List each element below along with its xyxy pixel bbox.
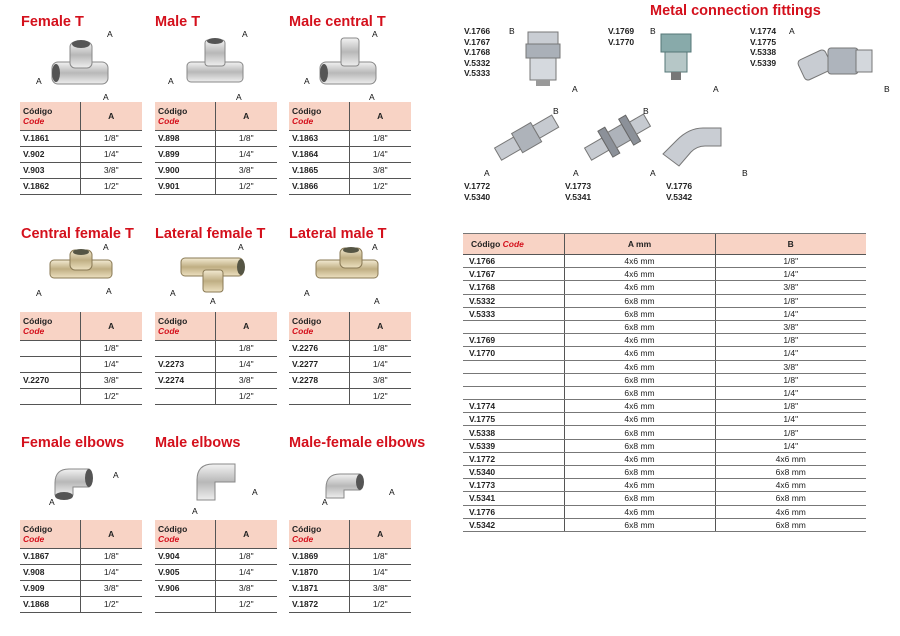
- label-a: A: [210, 296, 216, 306]
- table-row: [155, 356, 277, 372]
- code-cell: V.1770: [463, 347, 564, 360]
- size-cell: 1/2": [80, 388, 142, 404]
- fitting-codes-group-3: V.1774 V.1775 V.5338 V.5339: [750, 26, 777, 68]
- fitting-codes-group-1: V.1766 V.1767 V.1768 V.5332 V.5333: [464, 26, 491, 78]
- code-cell: V.5332: [463, 294, 564, 307]
- code-header: Código Code: [155, 520, 215, 548]
- b-cell: 1/8": [715, 426, 866, 439]
- code-cell: [155, 388, 215, 404]
- label-a: A: [374, 296, 380, 306]
- b-header: B: [715, 234, 866, 255]
- b-cell: 1/4": [715, 268, 866, 281]
- size-cell: 1/4": [349, 564, 411, 580]
- code-cell: V.1866: [289, 178, 349, 194]
- code-cell: [463, 320, 564, 333]
- a-header: A: [80, 312, 142, 340]
- code-cell: [20, 356, 80, 372]
- a-header: A: [215, 312, 277, 340]
- table-row: [289, 356, 411, 372]
- code-cell: V.1766: [463, 255, 564, 268]
- table-row: [20, 548, 142, 564]
- size-cell: 3/8": [215, 580, 277, 596]
- male-female-elbows-title: Male-female elbows: [289, 435, 426, 451]
- a-mm-cell: 4x6 mm: [564, 360, 715, 373]
- table-row: [20, 356, 142, 372]
- code-cell: V.5341: [463, 492, 564, 505]
- code-header: Código Code: [289, 312, 349, 340]
- table-row: [155, 580, 277, 596]
- a-header: A: [349, 312, 411, 340]
- table-row: [463, 347, 866, 360]
- label-a: A: [103, 242, 109, 252]
- code-cell: V.908: [20, 564, 80, 580]
- table-row: [20, 564, 142, 580]
- fitting-codes-group-6: V.1776 V.5342: [666, 181, 693, 202]
- b-cell: 1/8": [715, 334, 866, 347]
- label-a: A: [650, 168, 656, 178]
- b-cell: 1/4": [715, 386, 866, 399]
- label-a: A: [304, 76, 310, 86]
- label-b: B: [650, 26, 656, 36]
- code-cell: V.902: [20, 146, 80, 162]
- b-cell: 1/8": [715, 255, 866, 268]
- size-cell: 1/4": [80, 564, 142, 580]
- table-row: [155, 130, 277, 146]
- table-row: [20, 178, 142, 194]
- a-mm-cell: 6x8 mm: [564, 373, 715, 386]
- code-cell: V.1870: [289, 564, 349, 580]
- code-cell: [463, 386, 564, 399]
- table-row: [463, 320, 866, 333]
- lateral-male-t-table: [289, 312, 411, 405]
- table-row: [289, 564, 411, 580]
- code-header: Código Code: [289, 102, 349, 130]
- table-row: [463, 518, 866, 531]
- b-cell: 1/4": [715, 413, 866, 426]
- b-cell: 1/4": [715, 347, 866, 360]
- straight-female-fitting-image: [655, 30, 710, 86]
- table-header-row: [155, 520, 277, 548]
- table-row: [289, 340, 411, 356]
- size-cell: 1/4": [80, 146, 142, 162]
- table-row: [155, 146, 277, 162]
- female-elbow-image: [45, 455, 115, 510]
- table-header-row: [20, 102, 142, 130]
- table-row: [155, 372, 277, 388]
- code-cell: V.5333: [463, 307, 564, 320]
- a-mm-cell: 6x8 mm: [564, 386, 715, 399]
- b-cell: 1/4": [715, 439, 866, 452]
- a-header: A: [80, 520, 142, 548]
- label-a: A: [789, 26, 795, 36]
- size-cell: 1/4": [215, 146, 277, 162]
- code-cell: V.5338: [463, 426, 564, 439]
- table-row: [463, 268, 866, 281]
- b-cell: 1/8": [715, 400, 866, 413]
- female-elbows-table: [20, 520, 142, 613]
- size-cell: 3/8": [80, 580, 142, 596]
- b-cell: 6x8 mm: [715, 518, 866, 531]
- size-cell: 3/8": [349, 162, 411, 178]
- table-row: [463, 492, 866, 505]
- label-a: A: [168, 76, 174, 86]
- label-a: A: [372, 242, 378, 252]
- table-row: [289, 372, 411, 388]
- size-cell: 3/8": [80, 162, 142, 178]
- a-mm-cell: 4x6 mm: [564, 347, 715, 360]
- label-a: A: [36, 76, 42, 86]
- table-row: [155, 548, 277, 564]
- a-mm-cell: 4x6 mm: [564, 268, 715, 281]
- code-cell: [463, 373, 564, 386]
- code-cell: V.1868: [20, 596, 80, 612]
- table-header-row: [155, 312, 277, 340]
- size-cell: 1/4": [215, 564, 277, 580]
- table-row: [463, 439, 866, 452]
- elbow-male-fitting-image: [790, 36, 885, 88]
- lateral-female-t-table: [155, 312, 277, 405]
- central-female-t-title: Central female T: [21, 226, 134, 242]
- table-header-row: [463, 234, 866, 255]
- female-t-title: Female T: [21, 14, 84, 30]
- label-a: A: [49, 497, 55, 507]
- b-cell: 3/8": [715, 320, 866, 333]
- code-cell: [463, 360, 564, 373]
- size-cell: 1/8": [80, 130, 142, 146]
- table-header-row: [155, 102, 277, 130]
- code-cell: V.2270: [20, 372, 80, 388]
- size-cell: 1/4": [349, 146, 411, 162]
- code-cell: [155, 340, 215, 356]
- code-cell: V.898: [155, 130, 215, 146]
- b-cell: 4x6 mm: [715, 452, 866, 465]
- male-t-table: [155, 102, 277, 195]
- size-cell: 1/2": [215, 388, 277, 404]
- table-row: [463, 505, 866, 518]
- label-a: A: [322, 497, 328, 507]
- code-header: Código Code: [20, 102, 80, 130]
- a-header: A: [215, 102, 277, 130]
- code-cell: V.1861: [20, 130, 80, 146]
- label-a: A: [238, 242, 244, 252]
- code-cell: V.1774: [463, 400, 564, 413]
- table-row: [20, 146, 142, 162]
- label-a: A: [369, 92, 375, 102]
- code-cell: V.5342: [463, 518, 564, 531]
- size-cell: 3/8": [349, 580, 411, 596]
- code-header: Código Code: [155, 102, 215, 130]
- table-row: [463, 334, 866, 347]
- code-cell: V.903: [20, 162, 80, 178]
- male-t-title: Male T: [155, 14, 201, 30]
- code-cell: V.1871: [289, 580, 349, 596]
- size-cell: 1/4": [215, 356, 277, 372]
- code-header: Código Code: [289, 520, 349, 548]
- table-row: [289, 580, 411, 596]
- a-mm-cell: 6x8 mm: [564, 518, 715, 531]
- label-a: A: [242, 29, 248, 39]
- table-row: [463, 373, 866, 386]
- code-cell: V.900: [155, 162, 215, 178]
- male-elbows-title: Male elbows: [155, 435, 241, 451]
- central-female-t-table: [20, 312, 142, 405]
- table-row: [463, 426, 866, 439]
- b-cell: 1/8": [715, 373, 866, 386]
- code-cell: V.1864: [289, 146, 349, 162]
- code-cell: V.2278: [289, 372, 349, 388]
- male-central-t-title: Male central T: [289, 14, 386, 30]
- size-cell: 1/8": [80, 340, 142, 356]
- fitting-codes-group-2: V.1769 V.1770: [608, 26, 635, 47]
- table-header-row: [20, 312, 142, 340]
- table-row: [463, 281, 866, 294]
- b-cell: 6x8 mm: [715, 466, 866, 479]
- code-cell: V.5339: [463, 439, 564, 452]
- bulkhead-union-image: [488, 108, 568, 168]
- table-row: [155, 564, 277, 580]
- table-row: [289, 388, 411, 404]
- label-a: A: [192, 506, 198, 516]
- table-row: [289, 146, 411, 162]
- table-row: [463, 466, 866, 479]
- code-cell: [20, 340, 80, 356]
- table-row: [20, 388, 142, 404]
- code-header: Código Code: [463, 234, 564, 255]
- table-row: [20, 596, 142, 612]
- code-cell: [20, 388, 80, 404]
- table-row: [20, 340, 142, 356]
- table-row: [463, 360, 866, 373]
- table-row: [463, 307, 866, 320]
- lateral-female-t-title: Lateral female T: [155, 226, 266, 242]
- table-row: [463, 294, 866, 307]
- code-cell: V.1863: [289, 130, 349, 146]
- metal-fittings-table: [463, 233, 866, 532]
- a-mm-cell: 6x8 mm: [564, 492, 715, 505]
- a-mm-cell: 6x8 mm: [564, 320, 715, 333]
- male-elbow-image: [185, 452, 255, 510]
- size-cell: 3/8": [215, 372, 277, 388]
- code-header: Código Code: [20, 312, 80, 340]
- code-cell: [289, 388, 349, 404]
- code-cell: V.1773: [463, 479, 564, 492]
- label-b: B: [742, 168, 748, 178]
- table-row: [20, 162, 142, 178]
- table-row: [463, 452, 866, 465]
- a-mm-cell: 6x8 mm: [564, 294, 715, 307]
- a-header: A: [349, 520, 411, 548]
- male-female-elbows-table: [289, 520, 411, 613]
- code-cell: V.1768: [463, 281, 564, 294]
- b-cell: 4x6 mm: [715, 479, 866, 492]
- straight-male-fitting-image: [518, 28, 578, 88]
- code-cell: V.1862: [20, 178, 80, 194]
- code-header: Código Code: [155, 312, 215, 340]
- table-row: [289, 548, 411, 564]
- label-a: A: [236, 92, 242, 102]
- label-a: A: [252, 487, 258, 497]
- table-row: [155, 596, 277, 612]
- size-cell: 1/8": [349, 130, 411, 146]
- table-row: [20, 580, 142, 596]
- code-cell: V.1767: [463, 268, 564, 281]
- a-mm-cell: 6x8 mm: [564, 439, 715, 452]
- size-cell: 1/4": [349, 356, 411, 372]
- code-cell: V.1872: [289, 596, 349, 612]
- a-mm-cell: 4x6 mm: [564, 255, 715, 268]
- table-row: [289, 178, 411, 194]
- size-cell: 1/2": [349, 388, 411, 404]
- table-row: [463, 479, 866, 492]
- table-row: [289, 596, 411, 612]
- female-elbows-title: Female elbows: [21, 435, 125, 451]
- table-row: [463, 413, 866, 426]
- size-cell: 1/4": [80, 356, 142, 372]
- code-cell: V.1769: [463, 334, 564, 347]
- lateral-male-t-title: Lateral male T: [289, 226, 387, 242]
- code-cell: V.1775: [463, 413, 564, 426]
- a-mm-cell: 6x8 mm: [564, 466, 715, 479]
- male-female-elbow-image: [318, 460, 388, 510]
- bulkhead-nut-union-image: [578, 108, 658, 168]
- label-a: A: [106, 286, 112, 296]
- b-cell: 1/4": [715, 307, 866, 320]
- code-cell: V.899: [155, 146, 215, 162]
- a-mm-cell: 4x6 mm: [564, 479, 715, 492]
- code-header: Código Code: [20, 520, 80, 548]
- label-b: B: [553, 106, 559, 116]
- size-cell: 1/2": [349, 178, 411, 194]
- b-cell: 1/8": [715, 294, 866, 307]
- code-cell: V.2274: [155, 372, 215, 388]
- code-cell: V.1776: [463, 505, 564, 518]
- fitting-codes-group-5: V.1773 V.5341: [565, 181, 592, 202]
- label-b: B: [509, 26, 515, 36]
- size-cell: 3/8": [215, 162, 277, 178]
- size-cell: 1/8": [215, 548, 277, 564]
- b-cell: 3/8": [715, 281, 866, 294]
- label-a: A: [484, 168, 490, 178]
- table-header-row: [289, 520, 411, 548]
- size-cell: 1/8": [349, 548, 411, 564]
- a-header: A: [349, 102, 411, 130]
- table-row: [20, 130, 142, 146]
- label-a: A: [572, 84, 578, 94]
- table-header-row: [289, 312, 411, 340]
- table-row: [155, 388, 277, 404]
- size-cell: 1/8": [80, 548, 142, 564]
- fitting-codes-group-4: V.1772 V.5340: [464, 181, 491, 202]
- table-row: [289, 162, 411, 178]
- a-mm-cell: 4x6 mm: [564, 281, 715, 294]
- label-a: A: [573, 168, 579, 178]
- code-cell: V.901: [155, 178, 215, 194]
- code-cell: V.2277: [289, 356, 349, 372]
- table-row: [155, 178, 277, 194]
- label-a: A: [372, 29, 378, 39]
- a-mm-cell: 6x8 mm: [564, 426, 715, 439]
- table-header-row: [289, 102, 411, 130]
- a-mm-cell: 4x6 mm: [564, 413, 715, 426]
- size-cell: 1/2": [349, 596, 411, 612]
- table-row: [155, 340, 277, 356]
- elbow-union-image: [655, 112, 730, 167]
- label-b: B: [643, 106, 649, 116]
- table-row: [463, 386, 866, 399]
- label-a: A: [113, 470, 119, 480]
- code-cell: V.1865: [289, 162, 349, 178]
- male-central-t-table: [289, 102, 411, 195]
- size-cell: 1/8": [215, 130, 277, 146]
- label-a: A: [389, 487, 395, 497]
- label-a: A: [36, 288, 42, 298]
- label-a: A: [170, 288, 176, 298]
- a-header: A: [215, 520, 277, 548]
- code-cell: V.1869: [289, 548, 349, 564]
- a-mm-cell: 4x6 mm: [564, 452, 715, 465]
- label-a: A: [107, 29, 113, 39]
- table-row: [463, 400, 866, 413]
- code-cell: V.906: [155, 580, 215, 596]
- table-row: [289, 130, 411, 146]
- label-a: A: [713, 84, 719, 94]
- size-cell: 3/8": [349, 372, 411, 388]
- lateral-male-t-image: [310, 242, 390, 297]
- label-a: A: [304, 288, 310, 298]
- b-cell: 3/8": [715, 360, 866, 373]
- size-cell: 3/8": [80, 372, 142, 388]
- size-cell: 1/2": [80, 178, 142, 194]
- code-cell: V.2273: [155, 356, 215, 372]
- table-row: [155, 162, 277, 178]
- table-row: [20, 372, 142, 388]
- a-mm-cell: 6x8 mm: [564, 307, 715, 320]
- b-cell: 4x6 mm: [715, 505, 866, 518]
- metal-fittings-title: Metal connection fittings: [650, 3, 821, 19]
- a-mm-cell: 4x6 mm: [564, 505, 715, 518]
- size-cell: 1/2": [215, 596, 277, 612]
- code-cell: V.904: [155, 548, 215, 564]
- label-b: B: [884, 84, 890, 94]
- code-cell: V.1867: [20, 548, 80, 564]
- a-mm-cell: 4x6 mm: [564, 334, 715, 347]
- code-cell: V.2276: [289, 340, 349, 356]
- a-header: A: [80, 102, 142, 130]
- a-header: A mm: [564, 234, 715, 255]
- code-cell: V.909: [20, 580, 80, 596]
- size-cell: 1/8": [215, 340, 277, 356]
- label-a: A: [103, 92, 109, 102]
- code-cell: V.1772: [463, 452, 564, 465]
- female-t-table: [20, 102, 142, 195]
- size-cell: 1/2": [215, 178, 277, 194]
- size-cell: 1/2": [80, 596, 142, 612]
- code-cell: [155, 596, 215, 612]
- table-header-row: [20, 520, 142, 548]
- male-elbows-table: [155, 520, 277, 613]
- table-row: [463, 255, 866, 268]
- b-cell: 6x8 mm: [715, 492, 866, 505]
- code-cell: V.905: [155, 564, 215, 580]
- size-cell: 1/8": [349, 340, 411, 356]
- code-cell: V.5340: [463, 466, 564, 479]
- a-mm-cell: 4x6 mm: [564, 400, 715, 413]
